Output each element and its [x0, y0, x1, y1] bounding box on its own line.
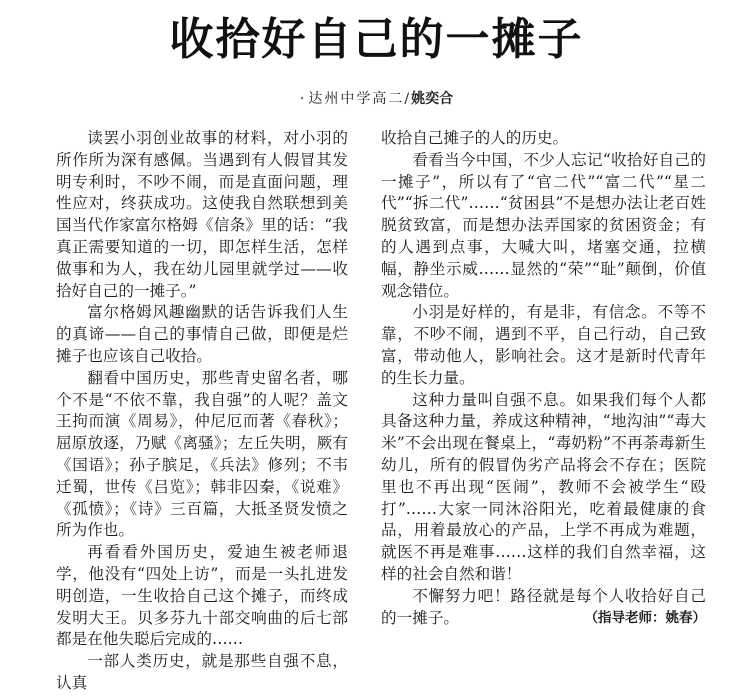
paragraph: 富尔格姆风趣幽默的话告诉我们人生的真谛——自己的事情自己做，即便是烂摊子也应该自己收拾。	[56, 303, 348, 365]
paragraph: 读罢小羽创业故事的材料，对小羽的所作所为深有感佩。当遇到有人假冒其发明专利时，不吵不闹，而是直面问题，理性应对，终获成功。这使我自然联想到美国当代作家富尔格姆《信条》里的话：“我真正需要知道的一切，即怎样生活，怎样做事和为人，我在幼儿园里就学过——收拾好自己的一摊子。”	[56, 129, 348, 300]
article-title: 收拾好自己的一摊子	[169, 14, 584, 65]
closing-paragraph	[381, 586, 706, 630]
closing-text: 不懈努力吧！路径就是每个人收拾好自己的一摊子。	[381, 586, 706, 627]
paragraph: 翻看中国历史，那些青史留名者，哪个不是“不依不靠，我自强”的人呢？盖文王拘而演《周易》，仲尼厄而著《春秋》；屈原放逐，乃赋《离骚》；左丘失明，厥有《国语》；孙子膑足，《兵法》修列；不韦迁蜀，世传《吕览》；韩非囚秦，《说难》《孤愤》；《诗》三百篇，大抵圣贤发愤之所为作也。	[56, 368, 348, 540]
left-column	[56, 128, 348, 695]
paragraph: 看看当今中国，不少人忘记“收拾好自己的一摊子”，所以有了“官二代”“富二代”“星二代”“拆二代”……“贫困县”不是想办法让老百姓脱贫致富，而是想办法弄国家的贫困资金；有的人遇到点事，大喊大叫，堵塞交通，拉横幅，静坐示威……显然的“荣”“耻”颠倒，价值观念错位。	[381, 150, 706, 300]
byline-school: 达州中学高二/	[308, 91, 412, 107]
paragraph: 再看看外国历史，爱迪生被老师退学，他没有“四处上访”，而是一头扎进发明创造，一生收拾自己这个摊子，而终成发明大王。贝多芬九十部交响曲的后七部都是在他失聪后完成的……	[56, 543, 348, 649]
paragraph: 这种力量叫自强不息。如果我们每个人都具备这种力量，养成这种精神，“地沟油”“毒大米”不会出现在餐桌上，“毒奶粉”不再荼毒新生幼儿，所有的假冒伪劣产品将会不存在；医院里也不再出现“医闹”，教师不会被学生“殴打”……大家一同沐浴阳光，吃着最健康的食品，用着最放心的产品，上学不再成为难题，就医不再是难事……这样的我们自然幸福，这样的社会自然和谐！	[381, 390, 706, 583]
paragraph: 小羽是好样的，有是非，有信念。不等不靠，不吵不闹，遇到不平，自己行动，自己致富，带动他人，影响社会。这才是新时代青年的生长力量。	[381, 303, 706, 387]
byline-author: 姚奕合	[411, 91, 454, 107]
byline-bullet: ·	[299, 91, 305, 107]
paragraph-continuation: 收拾自己摊子的人的历史。	[381, 129, 569, 147]
paragraph: 一部人类历史，就是那些自强不息，认真	[56, 652, 348, 692]
mentor-credit: （指导老师：姚春）	[584, 609, 706, 626]
right-column	[381, 128, 706, 629]
byline	[0, 90, 753, 108]
